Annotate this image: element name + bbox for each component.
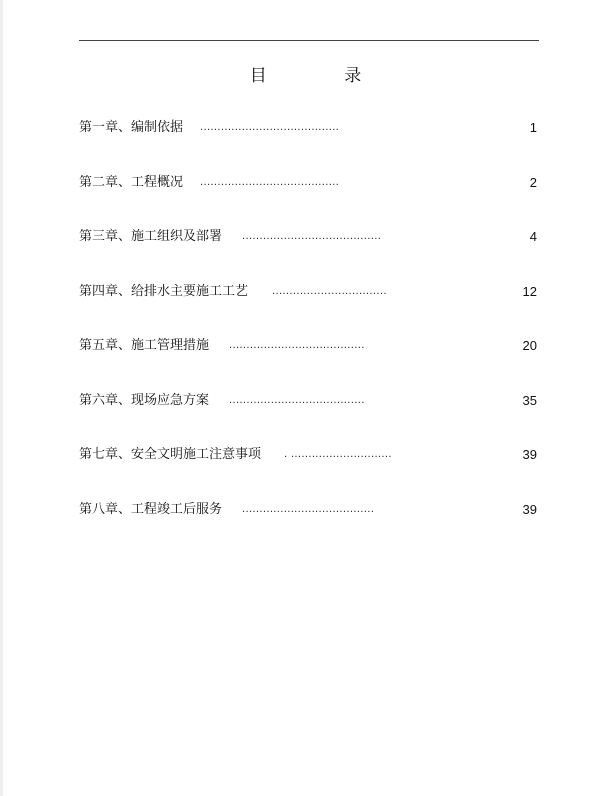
page-left-edge — [0, 0, 3, 796]
header-rule — [79, 40, 539, 41]
toc-page-number: 39 — [522, 447, 537, 462]
table-of-contents — [79, 116, 539, 552]
toc-entry-chapter-4 — [79, 280, 539, 335]
toc-dot-leader: . ............................. — [284, 449, 392, 460]
toc-entry-label: 第六章、现场应急方案 — [79, 392, 210, 408]
toc-dot-leader: ........................................ — [200, 176, 340, 188]
toc-dot-leader: ........................................ — [200, 122, 340, 133]
toc-dot-leader: ....................................... — [229, 394, 365, 406]
toc-dot-leader: ................................. — [272, 285, 387, 297]
toc-entry-label: 第一章、编制依据 — [79, 120, 184, 135]
toc-entry-chapter-5 — [79, 334, 539, 389]
toc-entry-label: 第四章、给排水主要施工工艺 — [79, 283, 249, 299]
toc-page-number: 1 — [529, 120, 537, 135]
toc-page-number: 2 — [529, 174, 537, 190]
toc-entry-label: 第三章、施工组织及部署 — [79, 229, 223, 244]
toc-dot-leader: ........................................ — [242, 231, 382, 242]
toc-entry-label: 第七章、安全文明施工注意事项 — [79, 447, 262, 462]
toc-dot-leader: ...................................... — [242, 503, 375, 515]
toc-entry-label: 第二章、工程概况 — [79, 174, 184, 190]
toc-entry-chapter-2 — [79, 171, 539, 226]
toc-entry-chapter-8 — [79, 498, 539, 553]
toc-entry-chapter-7 — [79, 443, 539, 498]
toc-entry-label: 第八章、工程竣工后服务 — [79, 501, 223, 517]
toc-page-number: 20 — [522, 338, 537, 353]
toc-page-number: 4 — [529, 229, 537, 244]
toc-entry-chapter-1 — [79, 116, 539, 171]
toc-entry-chapter-6 — [79, 389, 539, 444]
toc-dot-leader: ....................................... — [229, 340, 365, 351]
toc-entry-label: 第五章、施工管理措施 — [79, 338, 210, 353]
toc-page-number: 12 — [522, 283, 537, 299]
toc-title: 目 录 — [249, 66, 398, 86]
toc-page-number: 35 — [522, 392, 537, 408]
toc-entry-chapter-3 — [79, 225, 539, 280]
toc-page-number: 39 — [522, 501, 537, 517]
